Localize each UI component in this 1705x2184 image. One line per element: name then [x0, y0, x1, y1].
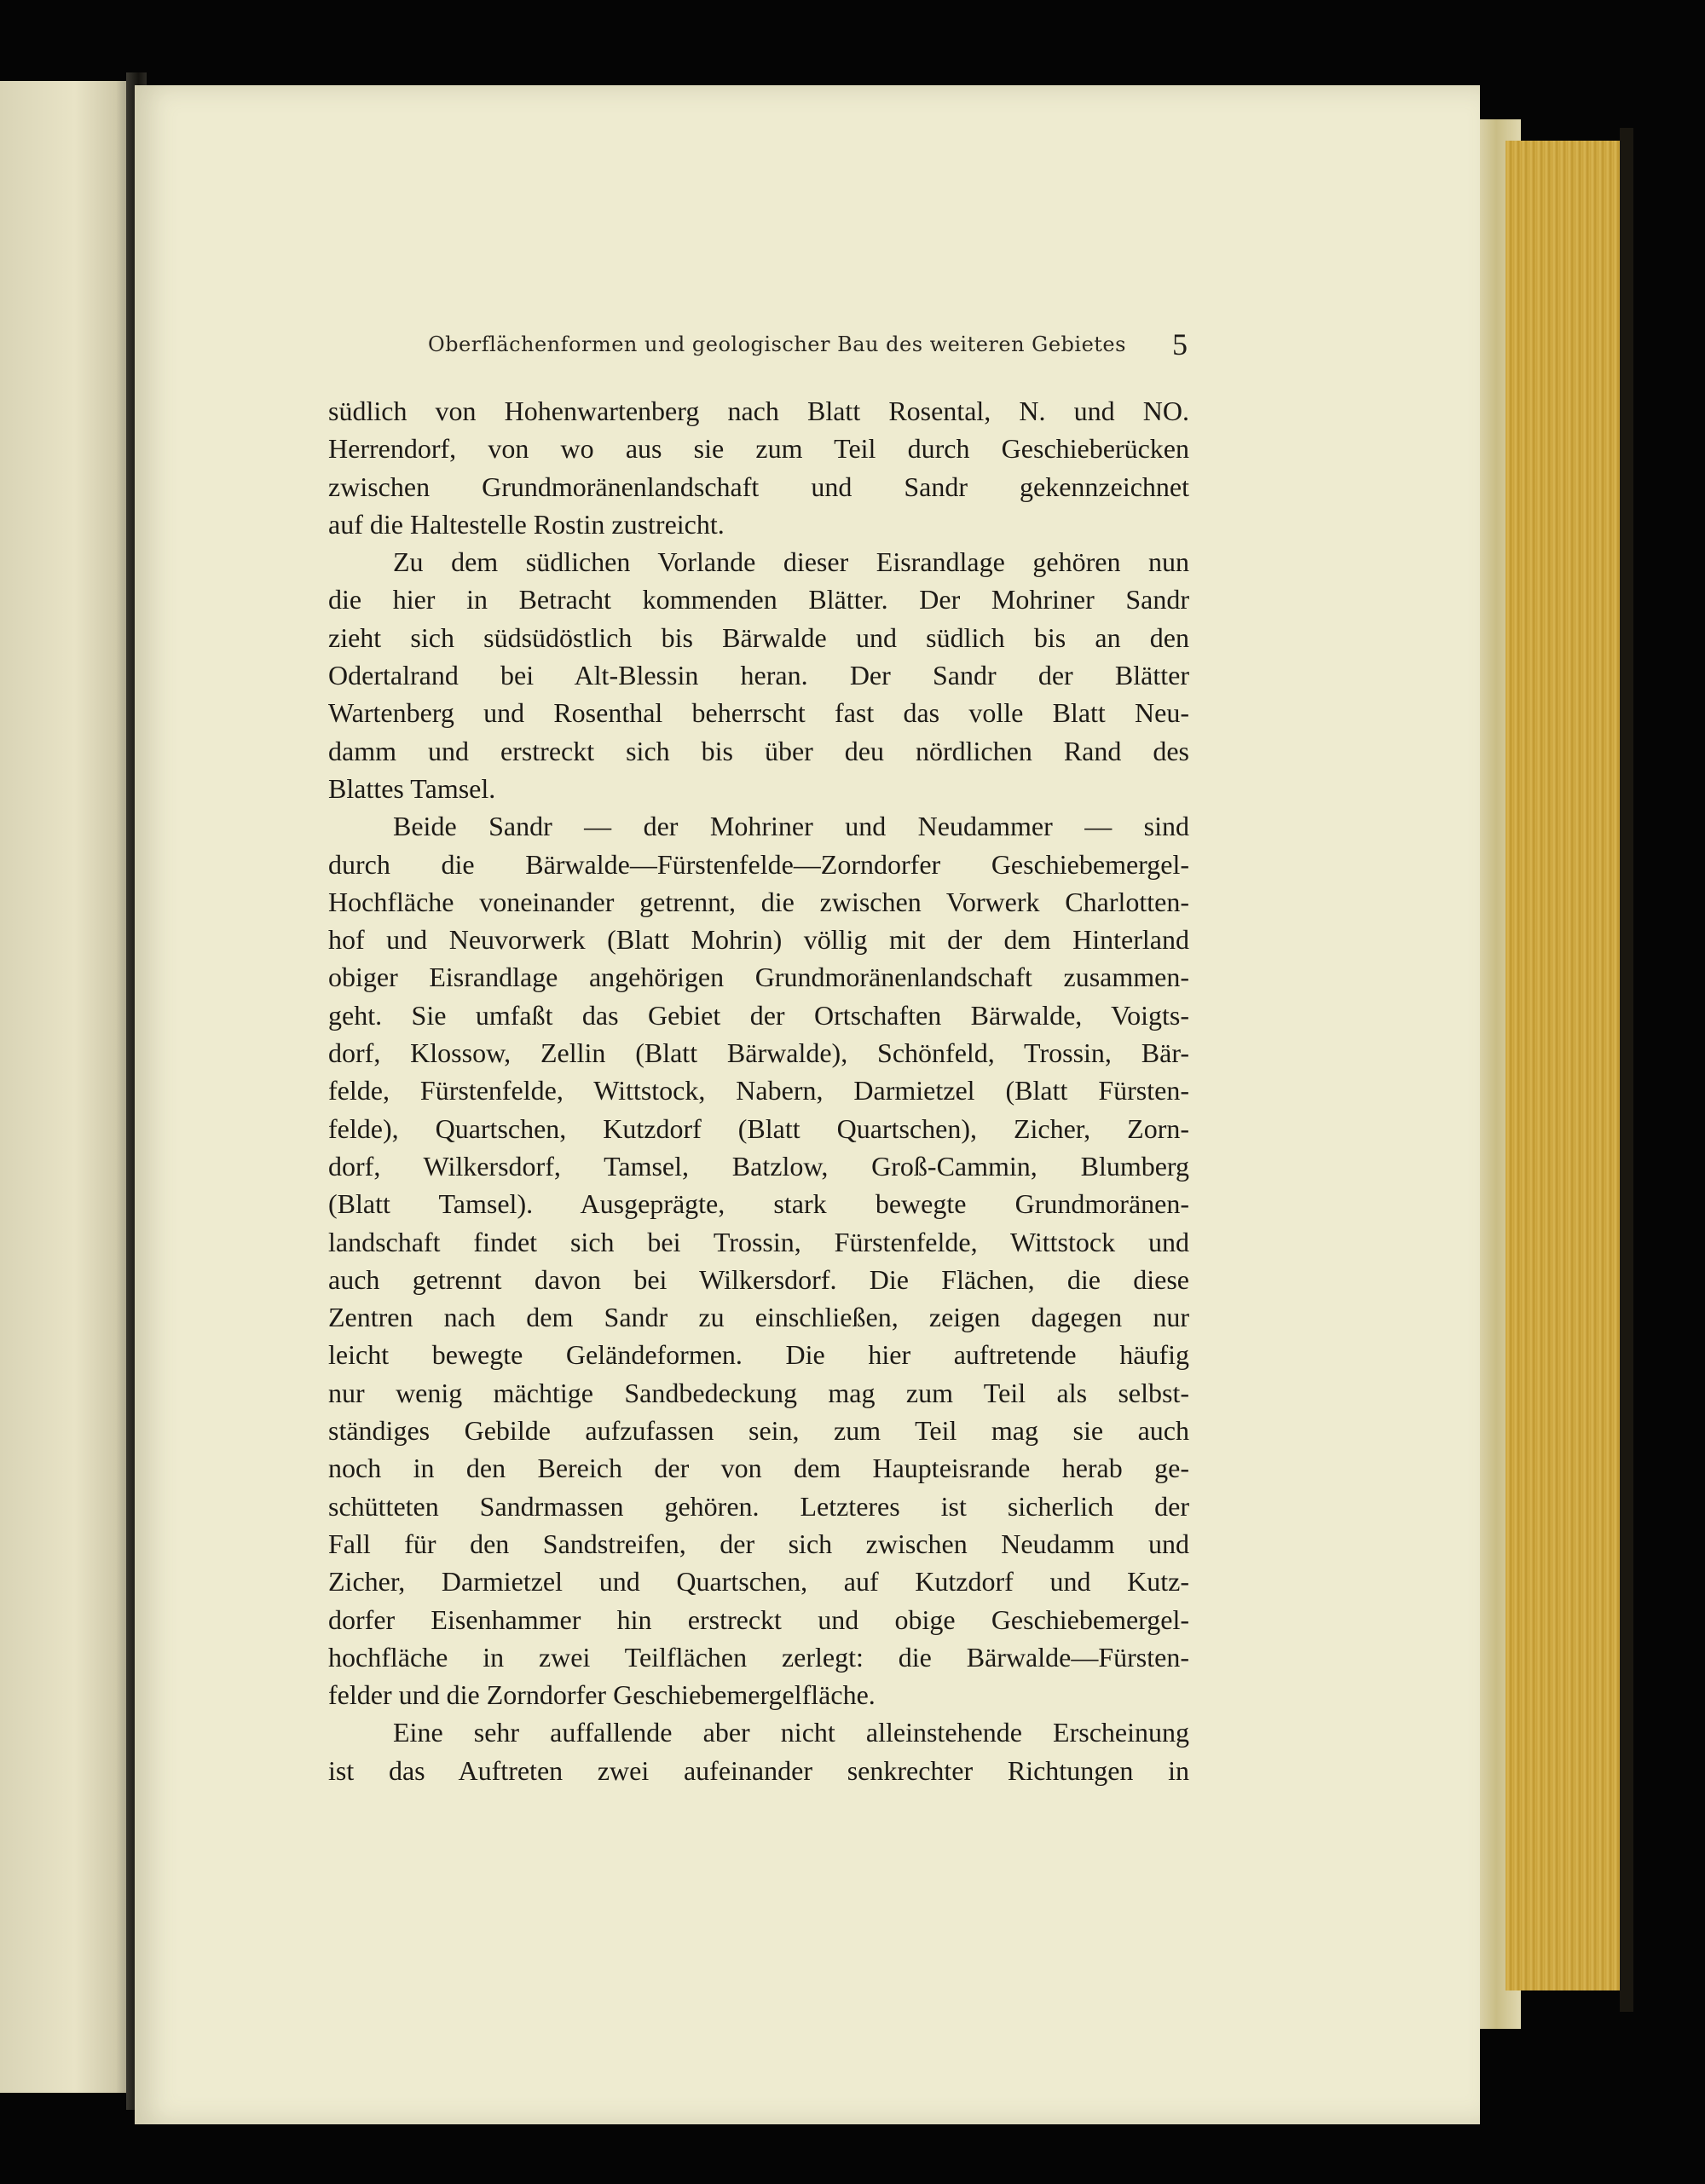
- text-line: ständiges Gebilde aufzufassen sein, zum Teil mag sie auch: [328, 1415, 1189, 1447]
- text-line: schütteten Sandrmassen gehören. Letzteres ist sicherlich der: [328, 1490, 1189, 1522]
- text-line: Hochfläche voneinander getrennt, die zwischen Vorwerk Charlotten-: [328, 886, 1189, 917]
- book-fore-edge: [1506, 141, 1625, 1990]
- text-line: felde, Fürstenfelde, Wittstock, Nabern, Darmietzel (Blatt Fürsten-: [328, 1075, 1189, 1106]
- text-line: dorf, Klossow, Zellin (Blatt Bärwalde), Schönfeld, Trossin, Bär-: [328, 1037, 1189, 1069]
- text-line: hochfläche in zwei Teilflächen zerlegt: die Bärwalde—Fürsten-: [328, 1641, 1189, 1673]
- running-head: Oberflächenformen und geologischer Bau des weiteren Gebietes: [428, 332, 1126, 356]
- text-line: die hier in Betracht kommenden Blätter. Der Mohriner Sandr: [328, 584, 1189, 615]
- text-line: Zentren nach dem Sandr zu einschließen, zeigen dagegen nur: [328, 1302, 1189, 1333]
- text-line: ist das Auftreten zwei aufeinander senkrechter Richtungen in: [328, 1754, 1189, 1786]
- text-line: auch getrennt davon bei Wilkersdorf. Die Flächen, die diese: [328, 1263, 1189, 1295]
- text-line: felde), Quartschen, Kutzdorf (Blatt Quartschen), Zicher, Zorn-: [328, 1112, 1189, 1144]
- text-line: hof und Neuvorwerk (Blatt Mohrin) völlig mit der dem Hinterland: [328, 924, 1189, 956]
- text-line: Odertalrand bei Alt-Blessin heran. Der Sandr der Blätter: [328, 660, 1189, 691]
- text-line: dorf, Wilkersdorf, Tamsel, Batzlow, Groß-Cammin, Blumberg: [328, 1150, 1189, 1182]
- text-line: südlich von Hohenwartenberg nach Blatt Rosental, N. und NO.: [328, 396, 1189, 426]
- text-line: geht. Sie umfaßt das Gebiet der Ortschaften Bärwalde, Voigts-: [328, 999, 1189, 1031]
- text-line: zieht sich südsüdöstlich bis Bärwalde und südlich bis an den: [328, 621, 1189, 653]
- text-line: Zu dem südlichen Vorlande dieser Eisrandlage gehören nun: [393, 546, 1189, 578]
- text-line: noch in den Bereich der von dem Haupteisrande herab ge-: [328, 1453, 1189, 1484]
- text-line: obiger Eisrandlage angehörigen Grundmoränenlandschaft zusammen-: [328, 962, 1189, 993]
- text-line: Fall für den Sandstreifen, der sich zwischen Neudamm und: [328, 1528, 1189, 1559]
- text-line: zwischen Grundmoränenlandschaft und Sandr gekennzeichnet: [328, 471, 1189, 502]
- page-number: 5: [1172, 327, 1188, 361]
- text-line: Eine sehr auffallende aber nicht alleinstehende Erscheinung: [393, 1717, 1189, 1748]
- text-line: auf die Haltestelle Rostin zustreicht.: [328, 508, 725, 540]
- body-text: [328, 392, 1189, 1789]
- previous-page-edge: [0, 81, 136, 2093]
- text-line: landschaft findet sich bei Trossin, Fürstenfelde, Wittstock und: [328, 1226, 1189, 1257]
- text-line: (Blatt Tamsel). Ausgeprägte, stark bewegte Grundmoränen-: [328, 1188, 1189, 1220]
- book-cover-edge: [1620, 128, 1633, 2012]
- text-line: damm und erstreckt sich bis über deu nördlichen Rand des: [328, 735, 1189, 766]
- text-line: felder und die Zorndorfer Geschiebemergelfläche.: [328, 1679, 876, 1711]
- text-line: leicht bewegte Geländeformen. Die hier auftretende häufig: [328, 1339, 1189, 1371]
- text-line: Herrendorf, von wo aus sie zum Teil durch Geschieberücken: [328, 433, 1189, 465]
- text-line: Zicher, Darmietzel und Quartschen, auf Kutzdorf und Kutz-: [328, 1566, 1189, 1598]
- text-line: durch die Bärwalde—Fürstenfelde—Zorndorfer Geschiebemergel-: [328, 848, 1189, 880]
- text-line: Beide Sandr — der Mohriner und Neudammer — sind: [393, 811, 1189, 842]
- text-line: dorfer Eisenhammer hin erstreckt und obige Geschiebemergel-: [328, 1603, 1189, 1635]
- text-line: Blattes Tamsel.: [328, 772, 496, 804]
- text-line: Wartenberg und Rosenthal beherrscht fast das volle Blatt Neu-: [328, 697, 1189, 729]
- text-line: nur wenig mächtige Sandbedeckung mag zum Teil als selbst-: [328, 1377, 1189, 1408]
